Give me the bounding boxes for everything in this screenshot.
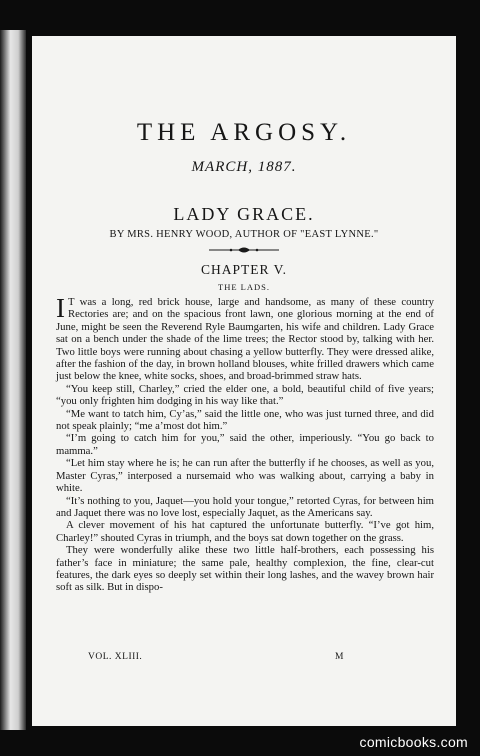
paragraph: A clever movement of his hat captured the unfortunate butterfly. “I’ve got him, Charley!” shouted Cyras in triumph, and the boys sat down together on the grass. xyxy=(56,519,434,544)
paragraph: “It’s nothing to you, Jaquet—you hold your tongue,” retorted Cyras, for between him and Jaquet there was no love lost, especially Jaquet, as the Americans say. xyxy=(56,494,434,519)
story-title: LADY GRACE. xyxy=(173,204,315,224)
footer-signature-mark: M xyxy=(335,652,344,662)
adjacent-page-edge xyxy=(0,30,26,730)
chapter-subtitle: THE LADS. xyxy=(218,282,270,292)
chapter-heading: CHAPTER V. xyxy=(200,262,288,277)
watermark: comicbooks.com xyxy=(359,734,468,750)
paragraph: “Me want to tatch him, Cy’as,” said the little one, who was just turned three, and did not speak plainly; “me a’most dot him.” xyxy=(56,407,434,433)
byline: BY MRS. HENRY WOOD, AUTHOR OF "EAST LYNNE." xyxy=(109,229,379,240)
book-page xyxy=(32,36,456,726)
paragraph xyxy=(56,293,434,383)
paragraph: “Let him stay where he is; he can run after the butterfly if he chooses, as well as you, Master Cyras,” interposed a nursemaid who was walking about, carrying a baby in white. xyxy=(56,457,434,495)
paragraph-text: T was a long, red brick house, large and handsome, as many of these country Rectories are; and on the spacious front lawn, one glorious morning at the end of June, might be seen the Reverend Ryle Baumgarten, his wife and children. Lady Grace sat on a bench under the shade of the lime trees; the Rector stood by, talking with her. Two little boys were running about chasing a yellow butterfly. They were dressed alike, after the fashion of the day, in brown holland blouses, white frilled drawers which came just below the knee, white socks, shoes, and broad-brimmed straw hats. xyxy=(56,296,434,383)
paragraph: They were wonderfully alike these two little half-brothers, each possessing his father’s face in miniature; the same pale, healthy complexion, the fine, clear-cut features, the dark eyes so deeply set within their long lashes, and the wavey brown hair soft as silk. But in dispo- xyxy=(56,544,434,594)
issue-date: MARCH, 1887. xyxy=(191,159,297,175)
paragraph: “I’m going to catch him for you,” said the other, imperiously. “You go back to mamma.” xyxy=(56,432,434,457)
magazine-title: THE ARGOSY. xyxy=(136,119,352,146)
drop-cap: I xyxy=(56,293,65,323)
footer-volume: VOL. XLIII. xyxy=(88,652,143,662)
body-text xyxy=(56,293,434,594)
paragraph: “You keep still, Charley,” cried the elder one, a bold, beautiful child of five years; “you only frighten him dodging in his way like that.” xyxy=(56,382,434,408)
ornament-divider-icon xyxy=(207,245,281,255)
